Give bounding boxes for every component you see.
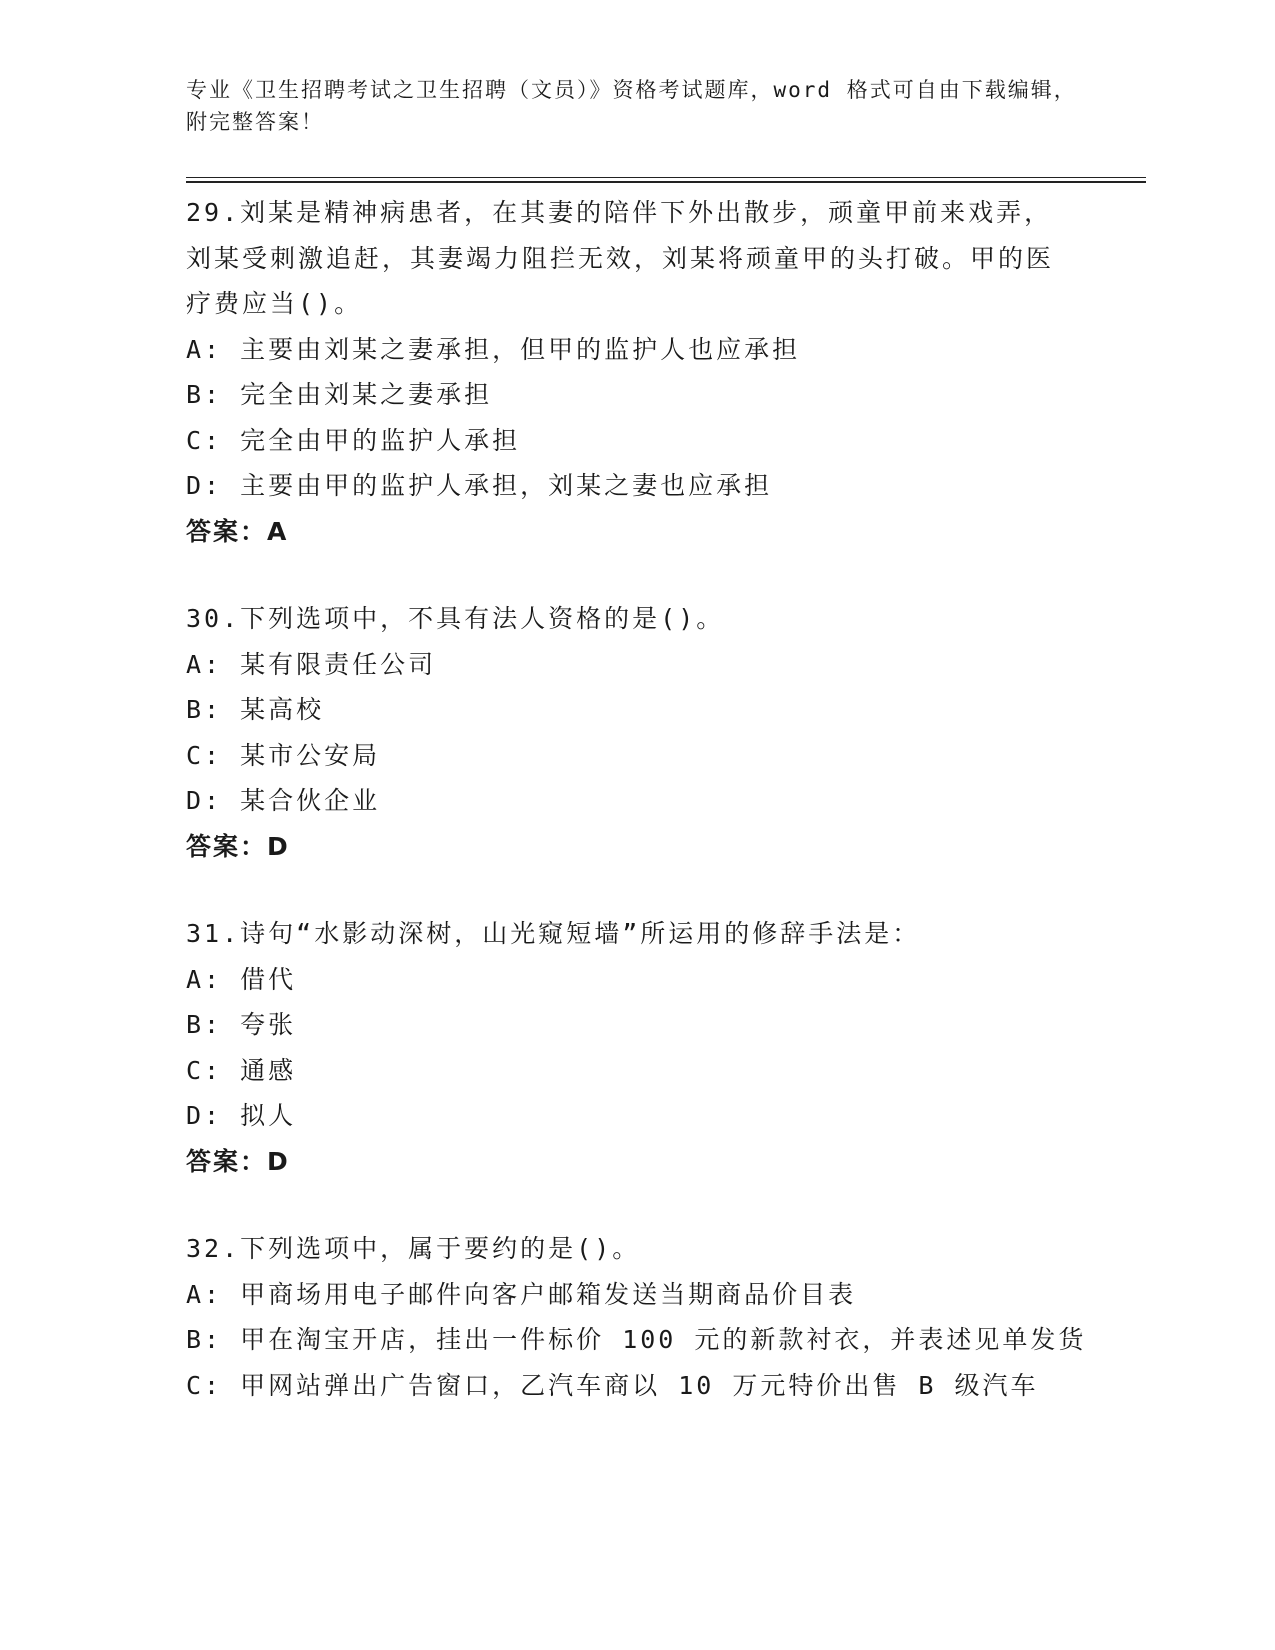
question-stem: 29.刘某是精神病患者，在其妻的陪伴下外出散步，顽童甲前来戏弄，刘某受刺激追赶，其妻竭力阻拦无效，刘某将顽童甲的头打破。甲的医疗费应当()。	[186, 198, 1055, 318]
option-c: C: 甲网站弹出广告窗口，乙汽车商以 10 万元特价出售 B 级汽车	[186, 1370, 1039, 1400]
option-c: C: 完全由甲的监护人承担	[186, 425, 521, 455]
option-a: A: 甲商场用电子邮件向客户邮箱发送当期商品价目表	[186, 1279, 857, 1309]
option-b: B: 某高校	[186, 695, 325, 724]
option-a: A: 借代	[186, 964, 297, 994]
question-29	[186, 190, 1146, 554]
option-b: B: 完全由刘某之妻承担	[186, 380, 493, 409]
page-header: 专业《卫生招聘考试之卫生招聘（文员）》资格考试题库，word 格式可自由下载编辑，附完整答案！	[186, 78, 1077, 134]
header-divider-thin	[186, 177, 1146, 178]
question-32	[186, 1226, 1146, 1408]
question-stem: 32.下列选项中，属于要约的是()。	[186, 1234, 641, 1263]
option-c: C: 通感	[186, 1055, 297, 1085]
question-stem: 31.诗句“水影动深树，山光窥短墙”所运用的修辞手法是：	[186, 919, 921, 948]
answer-line: 答案：D	[186, 1146, 290, 1176]
question-30	[186, 596, 1146, 869]
question-list	[186, 190, 1146, 1450]
option-c: C: 某市公安局	[186, 740, 381, 770]
option-d: D: 某合伙企业	[186, 786, 381, 815]
option-b: B: 夸张	[186, 1010, 297, 1039]
answer-line: 答案：D	[186, 831, 290, 861]
option-b: B: 甲在淘宝开店，挂出一件标价 100 元的新款衬衣，并表述见单发货	[186, 1325, 1087, 1354]
question-stem: 30.下列选项中，不具有法人资格的是()。	[186, 604, 725, 633]
answer-line: 答案：A	[186, 516, 289, 546]
option-a: A: 主要由刘某之妻承担，但甲的监护人也应承担	[186, 334, 801, 364]
option-a: A: 某有限责任公司	[186, 649, 437, 679]
question-31	[186, 911, 1146, 1184]
header-divider-thick	[186, 181, 1146, 183]
option-d: D: 拟人	[186, 1101, 297, 1130]
option-d: D: 主要由甲的监护人承担，刘某之妻也应承担	[186, 471, 773, 500]
